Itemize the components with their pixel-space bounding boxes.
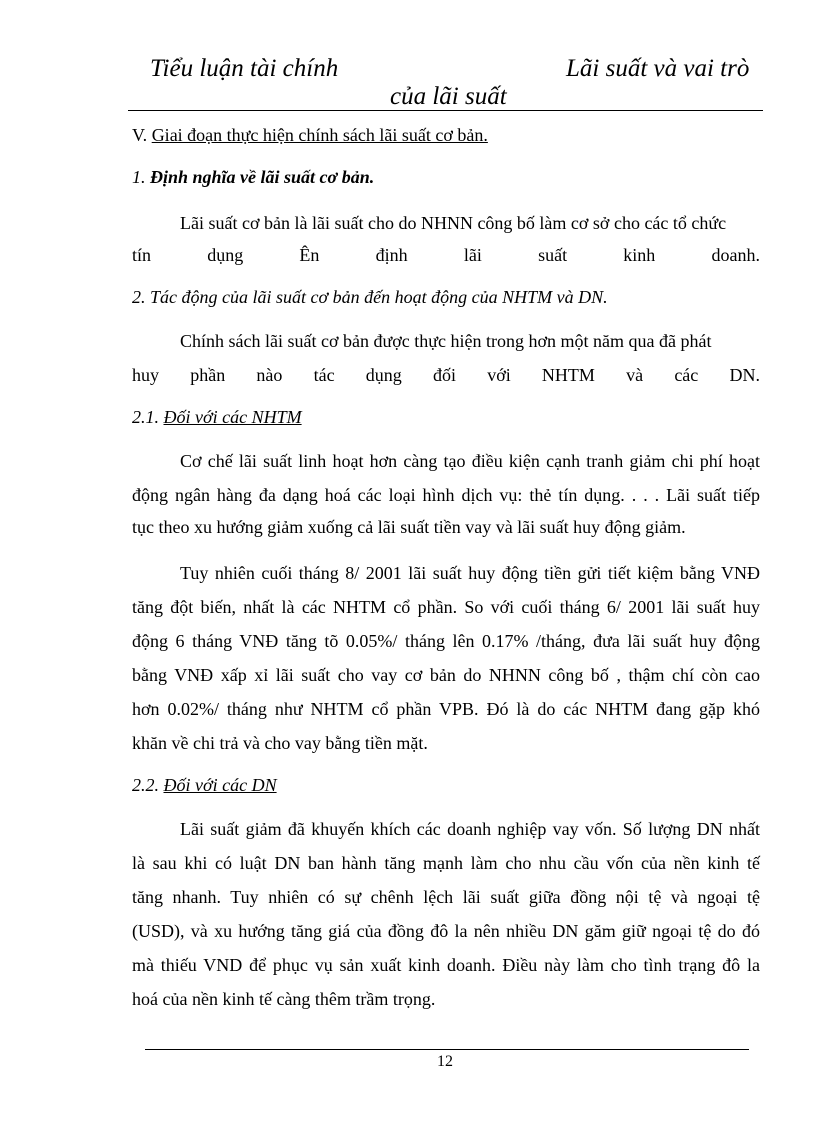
- sub22-title: Đối với các DN: [163, 775, 277, 795]
- sub21-para1-line: động ngân hàng đa dạng hoá các loại hình dịch vụ: thẻ tín dụng. . . . Lãi suất tiếp: [132, 485, 760, 505]
- sub21-para2-line: động 6 tháng VNĐ tăng tõ 0.05%/ tháng lên 0.17% /tháng, đưa lãi suất huy động: [132, 631, 760, 651]
- header-right-title: Lãi suất và vai trò: [566, 55, 750, 82]
- sub1-para-line: Lãi suất cơ bản là lãi suất cho do NHNN công bố làm cơ sở cho các tổ chức: [180, 213, 727, 233]
- sub22-para-line: là sau khi có luật DN ban hành tăng mạnh làm cho nhu cầu vốn của nền kinh tế: [132, 853, 760, 873]
- section-prefix: V.: [132, 125, 152, 145]
- sub21-para2-line: bằng VNĐ xấp xỉ lãi suất cho vay cơ bản do NHNN công bố , thậm chí còn cao: [132, 665, 760, 685]
- sub22-para-line: (USD), và xu hướng tăng giá của đồng đô la nên nhiều DN găm giữ ngoại tệ do đó: [132, 921, 760, 941]
- sub21-para2-line: tăng đột biến, nhất là các NHTM cổ phần. So với cuối tháng 6/ 2001 lãi suất huy: [132, 597, 760, 617]
- sub22-para-line: hoá của nền kinh tế càng thêm trầm trọng.: [132, 989, 436, 1009]
- sub21-title: Đối với các NHTM: [163, 407, 302, 427]
- sub2-para-line: huy phần nào tác dụng đối với NHTM và các DN.: [132, 365, 760, 385]
- sub22-number: 2.2.: [132, 775, 164, 795]
- sub22-para-line: tăng nhanh. Tuy nhiên có sự chênh lệch lãi suất giữa đồng nội tệ và ngoại tệ: [132, 887, 760, 907]
- sub2-heading: 2. Tác động của lãi suất cơ bản đến hoạt động của NHTM và DN.: [132, 287, 608, 307]
- sub22-para-line: Lãi suất giảm đã khuyến khích các doanh nghiệp vay vốn. Số lượng DN nhất: [180, 819, 760, 839]
- sub1-para-line: tín dụng Ên định lãi suất kinh doanh.: [132, 245, 760, 265]
- sub21-para1-line: Cơ chế lãi suất linh hoạt hơn càng tạo điều kiện cạnh tranh giảm chi phí hoạt: [180, 451, 760, 471]
- sub21-number: 2.1.: [132, 407, 164, 427]
- sub22-para-line: mà thiếu VND để phục vụ sản xuất kinh doanh. Điều này làm cho tình trạng đô la: [132, 955, 760, 975]
- sub21-para2-line: Tuy nhiên cuối tháng 8/ 2001 lãi suất huy động tiền gửi tiết kiệm bằng VNĐ: [180, 563, 760, 583]
- sub21-para1-line: tục theo xu hướng giảm xuống cả lãi suất tiền vay và lãi suất huy động giảm.: [132, 517, 686, 537]
- sub2-para-line: Chính sách lãi suất cơ bản được thực hiện trong hơn một năm qua đã phát: [180, 331, 712, 351]
- header-rule: [128, 110, 763, 111]
- sub22-heading: [132, 774, 760, 796]
- sub21-para2-line: khăn về chi trả và cho vay bằng tiền mặt.: [132, 733, 428, 753]
- header-right-title-continuation: của lãi suất: [390, 83, 507, 110]
- page-number: 12: [437, 1053, 453, 1070]
- sub1-heading: [132, 166, 760, 188]
- footer-rule: [145, 1049, 749, 1050]
- sub21-heading: [132, 406, 760, 428]
- section-heading: [132, 124, 760, 146]
- sub1-number: 1.: [132, 167, 150, 187]
- section-title: Giai đoạn thực hiện chính sách lãi suất cơ bản.: [151, 125, 488, 145]
- header-left-title: Tiểu luận tài chính: [150, 55, 339, 82]
- sub21-para2-line: hơn 0.02%/ tháng như NHTM cổ phần VPB. Đó là do các NHTM đang gặp khó: [132, 699, 760, 719]
- sub1-title: Định nghĩa về lãi suất cơ bản.: [150, 167, 375, 187]
